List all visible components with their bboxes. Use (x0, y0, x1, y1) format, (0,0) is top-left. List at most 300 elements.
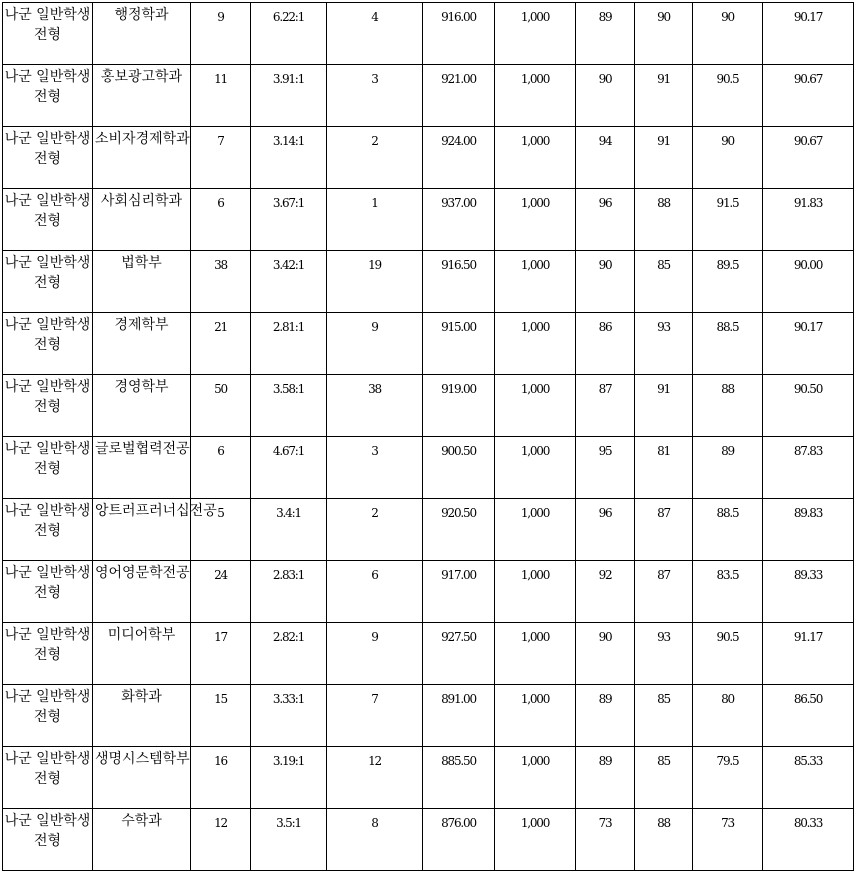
cell-admission-group-text: 나군 일반학생전형 (4, 255, 91, 291)
cell-max-score (495, 685, 576, 747)
cell-max-score-text: 1,000 (520, 692, 550, 706)
cell-competition-rate-text: 4.67:1 (272, 444, 305, 458)
cell-max-score-text: 1,000 (520, 382, 550, 396)
cell-competition-rate-text: 3.14:1 (272, 134, 305, 148)
cell-score-3 (693, 685, 763, 747)
cell-average-text: 90.00 (793, 258, 823, 272)
cell-score-2 (635, 499, 693, 561)
cell-final-score-text: 927.50 (441, 630, 476, 644)
cell-department-text: 수학과 (121, 813, 162, 829)
table-row (3, 685, 854, 747)
table-row (3, 437, 854, 499)
cell-score-1-text: 87 (598, 382, 612, 396)
cell-score-3 (693, 251, 763, 313)
cell-additional-pass-text: 4 (371, 10, 378, 24)
cell-score-2 (635, 685, 693, 747)
cell-additional-pass-text: 7 (371, 692, 378, 706)
cell-competition-rate (251, 189, 327, 251)
cell-final-score-text: 885.50 (441, 754, 476, 768)
cell-max-score (495, 561, 576, 623)
cell-max-score-text: 1,000 (520, 506, 550, 520)
cell-admission-group (3, 375, 93, 437)
cell-quota-text: 15 (214, 692, 227, 706)
cell-final-score (423, 313, 495, 375)
cell-additional-pass-text: 2 (371, 506, 378, 520)
cell-competition-rate (251, 437, 327, 499)
cell-admission-group (3, 561, 93, 623)
cell-department-text: 화학과 (121, 689, 162, 705)
cell-score-3-text: 88 (721, 382, 734, 396)
cell-competition-rate (251, 65, 327, 127)
cell-score-3 (693, 437, 763, 499)
cell-max-score-text: 1,000 (520, 320, 550, 334)
cell-final-score (423, 623, 495, 685)
cell-admission-group (3, 499, 93, 561)
cell-additional-pass (327, 251, 423, 313)
cell-quota (191, 747, 251, 809)
cell-department-text: 경영학부 (114, 379, 169, 395)
cell-max-score (495, 189, 576, 251)
cell-max-score (495, 3, 576, 65)
cell-average (763, 809, 854, 871)
cell-competition-rate-text: 3.91:1 (272, 72, 305, 86)
cell-score-2-text: 88 (657, 816, 670, 830)
cell-department-text: 생명시스템학부 (95, 751, 190, 767)
cell-average-text: 91.83 (793, 196, 823, 210)
cell-score-1-text: 90 (598, 630, 612, 644)
cell-additional-pass (327, 809, 423, 871)
cell-competition-rate (251, 3, 327, 65)
cell-max-score (495, 65, 576, 127)
cell-admission-group-text: 나군 일반학생전형 (4, 689, 91, 725)
cell-final-score (423, 561, 495, 623)
table-row (3, 623, 854, 685)
cell-average (763, 499, 854, 561)
cell-additional-pass-text: 38 (368, 382, 381, 396)
cell-additional-pass (327, 623, 423, 685)
cell-max-score-text: 1,000 (520, 444, 550, 458)
table-row (3, 499, 854, 561)
cell-max-score-text: 1,000 (520, 196, 550, 210)
cell-average (763, 65, 854, 127)
table-row (3, 809, 854, 871)
cell-competition-rate-text: 3.42:1 (272, 258, 305, 272)
cell-score-3-text: 90.5 (716, 630, 739, 644)
cell-score-3-text: 88.5 (716, 506, 739, 520)
cell-average (763, 3, 854, 65)
cell-admission-group-text: 나군 일반학생전형 (4, 379, 91, 415)
cell-score-3-text: 80 (721, 692, 734, 706)
cell-department (93, 313, 191, 375)
table-row (3, 189, 854, 251)
cell-competition-rate (251, 747, 327, 809)
cell-admission-group (3, 251, 93, 313)
cell-max-score-text: 1,000 (520, 134, 550, 148)
cell-max-score-text: 1,000 (520, 258, 550, 272)
cell-score-3-text: 90.5 (716, 72, 739, 86)
cell-final-score (423, 747, 495, 809)
cell-competition-rate (251, 623, 327, 685)
cell-score-2 (635, 437, 693, 499)
cell-score-2 (635, 747, 693, 809)
cell-competition-rate-text: 3.4:1 (276, 506, 301, 520)
cell-average-text: 90.67 (793, 72, 823, 86)
cell-score-2-text: 93 (657, 320, 670, 334)
table-body (3, 3, 854, 871)
cell-admission-group (3, 747, 93, 809)
table-row (3, 375, 854, 437)
cell-additional-pass-text: 9 (371, 320, 378, 334)
cell-admission-group (3, 437, 93, 499)
cell-final-score (423, 3, 495, 65)
cell-department (93, 127, 191, 189)
cell-quota (191, 375, 251, 437)
cell-department-text: 법학부 (121, 255, 162, 271)
cell-final-score-text: 924.00 (441, 134, 476, 148)
cell-score-1 (576, 65, 635, 127)
cell-department-text: 소비자경제학과 (95, 131, 190, 147)
cell-score-2 (635, 809, 693, 871)
table-row (3, 561, 854, 623)
cell-admission-group (3, 685, 93, 747)
cell-quota-text: 16 (214, 754, 227, 768)
cell-department-text: 홍보광고학과 (100, 69, 183, 85)
cell-quota-text: 11 (214, 72, 227, 86)
cell-average (763, 313, 854, 375)
cell-score-1 (576, 809, 635, 871)
cell-quota-text: 9 (217, 10, 224, 24)
cell-competition-rate-text: 3.5:1 (276, 816, 301, 830)
cell-competition-rate-text: 3.58:1 (272, 382, 305, 396)
cell-competition-rate-text: 2.82:1 (272, 630, 305, 644)
cell-score-3 (693, 499, 763, 561)
cell-competition-rate (251, 251, 327, 313)
cell-final-score (423, 189, 495, 251)
cell-score-3 (693, 65, 763, 127)
cell-max-score-text: 1,000 (520, 568, 550, 582)
cell-additional-pass-text: 19 (368, 258, 381, 272)
cell-score-1 (576, 623, 635, 685)
cell-score-3-text: 83.5 (716, 568, 739, 582)
cell-department-text: 경제학부 (114, 317, 169, 333)
cell-additional-pass-text: 3 (371, 72, 378, 86)
cell-score-3-text: 90 (721, 134, 734, 148)
cell-additional-pass-text: 3 (371, 444, 378, 458)
cell-quota (191, 623, 251, 685)
cell-department (93, 251, 191, 313)
cell-quota-text: 5 (217, 506, 224, 520)
cell-score-1 (576, 313, 635, 375)
cell-department-text: 행정학과 (114, 7, 169, 23)
cell-average (763, 251, 854, 313)
cell-score-3 (693, 3, 763, 65)
cell-score-3 (693, 747, 763, 809)
cell-average-text: 87.83 (793, 444, 823, 458)
cell-final-score-text: 917.00 (441, 568, 476, 582)
cell-score-1-text: 96 (598, 196, 612, 210)
cell-final-score (423, 437, 495, 499)
cell-department (93, 375, 191, 437)
cell-score-1 (576, 499, 635, 561)
cell-quota (191, 561, 251, 623)
cell-admission-group-text: 나군 일반학생전형 (4, 131, 91, 167)
cell-additional-pass-text: 9 (371, 630, 378, 644)
cell-department (93, 437, 191, 499)
cell-score-2-text: 91 (657, 134, 670, 148)
cell-score-3-text: 89.5 (716, 258, 739, 272)
cell-competition-rate (251, 127, 327, 189)
cell-final-score-text: 876.00 (441, 816, 476, 830)
cell-score-1-text: 92 (598, 568, 612, 582)
table-row (3, 127, 854, 189)
table-row (3, 3, 854, 65)
cell-department-text: 앙트러프러너십전공 (95, 503, 217, 519)
cell-score-1 (576, 3, 635, 65)
cell-competition-rate (251, 561, 327, 623)
cell-score-1-text: 86 (598, 320, 612, 334)
cell-score-1-text: 89 (598, 10, 612, 24)
cell-score-2-text: 81 (657, 444, 670, 458)
cell-score-3-text: 88.5 (716, 320, 739, 334)
cell-quota-text: 38 (214, 258, 227, 272)
cell-quota (191, 437, 251, 499)
cell-additional-pass (327, 189, 423, 251)
cell-department (93, 809, 191, 871)
cell-additional-pass (327, 747, 423, 809)
cell-score-3-text: 91.5 (716, 196, 739, 210)
cell-additional-pass-text: 2 (371, 134, 378, 148)
cell-admission-group-text: 나군 일반학생전형 (4, 565, 91, 601)
cell-score-2-text: 85 (657, 258, 670, 272)
cell-average (763, 127, 854, 189)
cell-score-1-text: 94 (598, 134, 612, 148)
cell-average-text: 86.50 (793, 692, 823, 706)
cell-admission-group-text: 나군 일반학생전형 (4, 751, 91, 787)
cell-average (763, 747, 854, 809)
cell-score-2-text: 90 (657, 10, 670, 24)
cell-score-3-text: 90 (721, 10, 734, 24)
cell-final-score (423, 375, 495, 437)
cell-admission-group (3, 313, 93, 375)
cell-competition-rate (251, 685, 327, 747)
cell-average-text: 90.50 (793, 382, 823, 396)
cell-admission-group-text: 나군 일반학생전형 (4, 503, 91, 539)
cell-score-1 (576, 747, 635, 809)
cell-average (763, 561, 854, 623)
cell-additional-pass (327, 313, 423, 375)
cell-score-1 (576, 375, 635, 437)
cell-score-2-text: 85 (657, 692, 670, 706)
cell-score-1 (576, 189, 635, 251)
cell-department (93, 499, 217, 561)
cell-max-score (495, 127, 576, 189)
cell-quota (191, 3, 251, 65)
cell-score-1-text: 96 (598, 506, 612, 520)
cell-score-1-text: 89 (598, 754, 612, 768)
cell-final-score-text: 937.00 (441, 196, 476, 210)
cell-quota-text: 7 (217, 134, 224, 148)
cell-department-text: 영어영문학전공 (95, 565, 190, 581)
cell-score-1-text: 73 (598, 816, 612, 830)
cell-final-score (423, 685, 495, 747)
cell-additional-pass-text: 12 (368, 754, 381, 768)
cell-competition-rate (251, 499, 327, 561)
cell-quota (191, 65, 251, 127)
cell-department (93, 623, 191, 685)
cell-admission-group-text: 나군 일반학생전형 (4, 813, 91, 849)
cell-quota-text: 50 (214, 382, 227, 396)
cell-department (93, 747, 191, 809)
cell-additional-pass-text: 1 (371, 196, 378, 210)
table-row (3, 251, 854, 313)
cell-final-score-text: 891.00 (441, 692, 476, 706)
cell-average (763, 189, 854, 251)
cell-additional-pass (327, 127, 423, 189)
cell-average (763, 623, 854, 685)
cell-score-3 (693, 809, 763, 871)
cell-quota-text: 24 (214, 568, 227, 582)
cell-admission-group (3, 623, 93, 685)
cell-average-text: 91.17 (793, 630, 823, 644)
cell-admission-group (3, 3, 93, 65)
cell-max-score-text: 1,000 (520, 10, 550, 24)
cell-max-score (495, 313, 576, 375)
cell-additional-pass (327, 561, 423, 623)
cell-admission-group (3, 809, 93, 871)
table-row (3, 65, 854, 127)
cell-max-score-text: 1,000 (520, 630, 550, 644)
cell-score-3 (693, 127, 763, 189)
cell-score-2-text: 88 (657, 196, 670, 210)
cell-score-2 (635, 189, 693, 251)
cell-final-score (423, 127, 495, 189)
cell-average-text: 90.67 (793, 134, 823, 148)
cell-max-score-text: 1,000 (520, 754, 550, 768)
cell-additional-pass (327, 437, 423, 499)
cell-score-3 (693, 189, 763, 251)
cell-score-3-text: 73 (721, 816, 734, 830)
cell-average (763, 685, 854, 747)
cell-max-score (495, 251, 576, 313)
cell-max-score (495, 375, 576, 437)
cell-score-2 (635, 561, 693, 623)
cell-department (93, 3, 191, 65)
cell-admission-group-text: 나군 일반학생전형 (4, 317, 91, 353)
cell-score-1 (576, 685, 635, 747)
cell-max-score (495, 809, 576, 871)
cell-score-1-text: 89 (598, 692, 612, 706)
cell-score-3-text: 89 (721, 444, 734, 458)
cell-final-score-text: 916.50 (441, 258, 476, 272)
cell-admission-group (3, 189, 93, 251)
cell-score-1 (576, 251, 635, 313)
cell-score-1 (576, 561, 635, 623)
cell-score-2 (635, 623, 693, 685)
cell-score-2 (635, 313, 693, 375)
cell-average-text: 90.17 (793, 10, 823, 24)
cell-max-score (495, 437, 576, 499)
cell-admission-group-text: 나군 일반학생전형 (4, 627, 91, 663)
cell-quota (191, 809, 251, 871)
cell-score-2-text: 87 (657, 568, 670, 582)
cell-score-2-text: 91 (657, 72, 670, 86)
table-row (3, 747, 854, 809)
cell-max-score (495, 747, 576, 809)
cell-quota (191, 251, 251, 313)
cell-competition-rate (251, 313, 327, 375)
cell-admission-group-text: 나군 일반학생전형 (4, 441, 91, 477)
cell-additional-pass (327, 65, 423, 127)
cell-quota (191, 313, 251, 375)
cell-score-3 (693, 561, 763, 623)
cell-average (763, 437, 854, 499)
cell-average-text: 89.83 (793, 506, 823, 520)
cell-final-score-text: 916.00 (441, 10, 476, 24)
cell-final-score-text: 920.50 (441, 506, 476, 520)
cell-final-score (423, 809, 495, 871)
cell-department-text: 미디어학부 (107, 627, 176, 643)
cell-score-2-text: 87 (657, 506, 670, 520)
cell-score-2 (635, 127, 693, 189)
cell-average-text: 85.33 (793, 754, 823, 768)
cell-score-2-text: 85 (657, 754, 670, 768)
cell-score-3 (693, 313, 763, 375)
cell-department-text: 사회심리학과 (100, 193, 183, 209)
cell-admission-group (3, 65, 93, 127)
cell-score-1 (576, 437, 635, 499)
cell-final-score-text: 900.50 (441, 444, 476, 458)
cell-score-2 (635, 65, 693, 127)
cell-quota (191, 127, 251, 189)
cell-department-text: 글로벌협력전공 (95, 441, 190, 457)
cell-additional-pass (327, 685, 423, 747)
cell-average-text: 90.17 (793, 320, 823, 334)
cell-department (93, 65, 191, 127)
cell-score-3-text: 79.5 (716, 754, 739, 768)
cell-competition-rate (251, 809, 327, 871)
cell-quota (191, 189, 251, 251)
cell-quota-text: 6 (217, 444, 224, 458)
cell-score-2 (635, 375, 693, 437)
admission-results-table (2, 2, 854, 871)
cell-department (93, 685, 191, 747)
cell-score-2-text: 91 (657, 382, 670, 396)
cell-quota-text: 17 (214, 630, 227, 644)
cell-admission-group (3, 127, 93, 189)
cell-quota-text: 6 (217, 196, 224, 210)
cell-max-score-text: 1,000 (520, 72, 550, 86)
cell-competition-rate (251, 375, 327, 437)
cell-final-score (423, 251, 495, 313)
cell-quota-text: 21 (214, 320, 227, 334)
cell-max-score (495, 499, 576, 561)
cell-competition-rate-text: 6.22:1 (272, 10, 305, 24)
cell-score-2-text: 93 (657, 630, 670, 644)
cell-admission-group-text: 나군 일반학생전형 (4, 193, 91, 229)
cell-competition-rate-text: 2.81:1 (272, 320, 305, 334)
cell-average (763, 375, 854, 437)
cell-max-score (495, 623, 576, 685)
cell-average-text: 89.33 (793, 568, 823, 582)
cell-admission-group-text: 나군 일반학생전형 (4, 69, 91, 105)
cell-quota (191, 685, 251, 747)
cell-score-1-text: 90 (598, 258, 612, 272)
cell-quota-text: 12 (214, 816, 227, 830)
cell-score-1 (576, 127, 635, 189)
cell-additional-pass (327, 499, 423, 561)
cell-competition-rate-text: 3.67:1 (272, 196, 305, 210)
cell-final-score-text: 915.00 (441, 320, 476, 334)
